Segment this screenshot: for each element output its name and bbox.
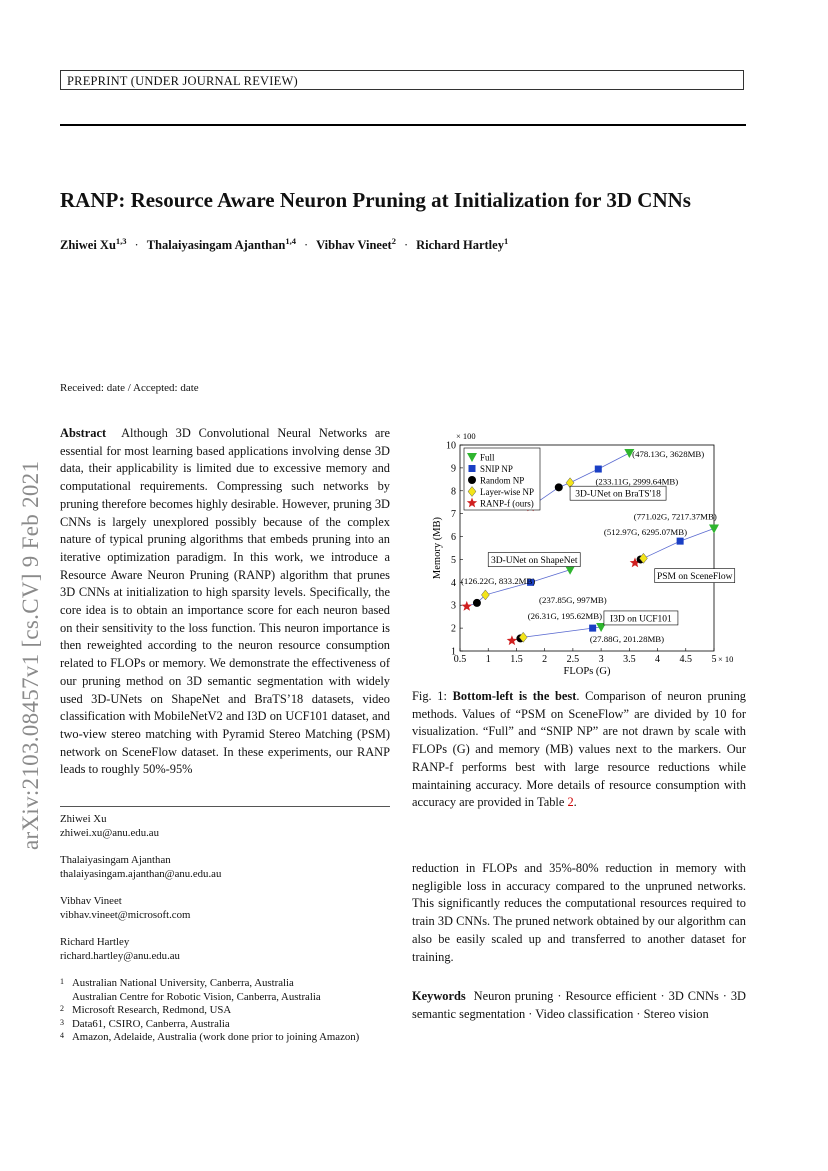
keywords-heading: Keywords	[412, 989, 466, 1003]
x-multiplier: × 10	[718, 654, 734, 664]
figure-caption	[412, 688, 746, 812]
y-tick-label: 1	[451, 646, 456, 658]
legend-entry: Random NP	[480, 475, 525, 486]
value-annotation: (237.85G, 997MB)	[539, 595, 607, 606]
affiliation-text: Australian Centre for Robotic Vision, Canberra, Australia	[72, 990, 321, 1003]
contact-email[interactable]: zhiwei.xu@anu.edu.au	[60, 827, 159, 839]
x-tick-label: 0.5	[453, 654, 467, 665]
y-tick-label: 10	[446, 440, 456, 452]
affiliation-mark: 4	[60, 1031, 64, 1040]
contact-block	[60, 894, 390, 922]
x-tick-label: 3.5	[623, 654, 636, 665]
x-tick-label: 2.5	[566, 654, 580, 665]
contact-block	[60, 812, 390, 840]
value-annotation: (26.31G, 195.62MB)	[527, 611, 603, 622]
contact-name: Vibhav Vineet	[60, 895, 122, 907]
affiliation-mark: 2	[60, 1004, 64, 1013]
affiliation-mark: 1	[60, 977, 64, 986]
affiliation-line	[60, 1018, 410, 1032]
group-label: I3D on UCF101	[610, 614, 672, 625]
affiliation-text: Data61, CSIRO, Canberra, Australia	[72, 1017, 230, 1030]
legend-marker	[468, 476, 476, 484]
legend-entry: RANP-f (ours)	[480, 498, 534, 509]
author-name: Vibhav Vineet	[316, 238, 392, 253]
contact-block	[60, 853, 390, 881]
affiliation-line	[60, 1004, 410, 1018]
y-tick-label: 4	[451, 577, 456, 589]
caption-label: Fig. 1:	[412, 689, 447, 703]
running-header: PREPRINT (UNDER JOURNAL REVIEW)	[60, 70, 744, 90]
y-tick-label: 6	[451, 532, 456, 544]
y-tick-label: 3	[451, 600, 456, 612]
x-tick-label: 4	[655, 654, 661, 665]
affiliation-text: Amazon, Adelaide, Australia (work done prior to joining Amazon)	[72, 1031, 360, 1043]
x-tick-label: 1	[485, 654, 491, 665]
y-tick-label: 5	[451, 554, 456, 566]
pruning-comparison-chart	[412, 425, 746, 683]
arxiv-sidebar	[18, 372, 58, 850]
x-tick-label: 4.5	[679, 654, 693, 665]
author-separator: ·	[403, 238, 409, 253]
value-annotation: (512.97G, 6295.07MB)	[603, 526, 688, 537]
caption-end: .	[573, 795, 577, 810]
affiliations	[60, 977, 410, 1045]
author-affiliation-mark: 1	[503, 236, 509, 246]
caption-text: . Comparison of neuron pruning methods. Values of “PSM on SceneFlow” are divided by 10 for visualization. “Full” and “SNIP NP” are not drawn by scale with FLOPs (G) and memory (MB) values next to the markers. Our RANP-f performs best with large resource reductions while maintaining accuracy. More details of resource consumption with accuracy are provided in Table	[412, 689, 746, 810]
marker-layer-wise-np	[481, 590, 489, 600]
contact-block	[60, 935, 390, 963]
marker-random-np	[555, 483, 563, 491]
y-tick-label: 7	[451, 509, 456, 521]
x-tick-label: 1.5	[510, 654, 523, 665]
author-affiliation-mark: 1,4	[285, 236, 296, 246]
legend-entry: Layer-wise NP	[480, 486, 535, 497]
keywords-text: Neuron pruning · Resource efficient · 3D CNNs · 3D semantic segmentation · Video classification · Stereo vision	[412, 989, 746, 1021]
value-annotation: (233.11G, 2999.64MB)	[595, 476, 679, 487]
group-label: 3D-UNet on BraTS'18	[575, 489, 661, 500]
marker-full	[565, 566, 575, 575]
caption-bold: Bottom-left is the best	[452, 689, 577, 703]
paper-title: RANP: Resource Aware Neuron Pruning at Initialization for 3D CNNs	[60, 188, 691, 212]
y-tick-label: 8	[451, 486, 456, 498]
legend-marker	[469, 465, 476, 472]
legend-entry: Full	[480, 452, 495, 463]
affiliation-mark: 3	[60, 1017, 64, 1027]
table-ref-link[interactable]: 2	[567, 795, 574, 810]
contact-name: Thalaiyasingam Ajanthan	[60, 854, 171, 866]
value-annotation: (27.88G, 201.28MB)	[589, 634, 665, 645]
arxiv-id: arXiv:2103.08457v1 [cs.CV] 9 Feb 2021	[18, 460, 43, 850]
author-name: Zhiwei Xu	[60, 238, 116, 253]
author-name: Richard Hartley	[416, 238, 504, 253]
x-tick-label: 2	[542, 654, 548, 665]
contact-email[interactable]: vibhav.vineet@microsoft.com	[60, 909, 191, 921]
contact-email[interactable]: thalaiyasingam.ajanthan@anu.edu.au	[60, 868, 222, 880]
marker-ranp-f-ours	[462, 601, 473, 611]
x-tick-label: 3	[598, 654, 604, 665]
contact-email[interactable]: richard.hartley@anu.edu.au	[60, 950, 180, 962]
affiliation-mark	[60, 991, 72, 1005]
affiliation-line	[60, 1031, 410, 1045]
affiliation-line	[60, 991, 410, 1005]
received-date: Received: date / Accepted: date	[60, 382, 199, 394]
affiliation-text: Australian National University, Canberra, Australia	[72, 977, 294, 989]
group-label: 3D-UNet on ShapeNet	[490, 556, 578, 567]
y-tick-label: 9	[451, 463, 456, 475]
marker-snip-np	[589, 625, 596, 632]
author-contacts	[60, 812, 390, 976]
abstract-heading: Abstract	[60, 426, 107, 440]
y-tick-label: 2	[451, 623, 456, 635]
y-axis-label: Memory (MB)	[432, 516, 443, 580]
header-rule	[60, 124, 746, 126]
abstract-continuation: reduction in FLOPs and 35%-80% reduction in memory with negligible loss in accuracy compared to the unpruned networks. This significantly reduces the computational resources required to train 3D CNNs. The pruned network obtained by our algorithm can also be easily scaled up and transferred to another dataset for training.	[412, 861, 746, 964]
marker-snip-np	[595, 466, 602, 473]
x-tick-label: 5	[711, 654, 717, 665]
group-label: PSM on SceneFlow	[656, 572, 733, 583]
legend-entry: SNIP NP	[480, 463, 513, 474]
author-list	[60, 236, 780, 253]
figure-1	[412, 425, 746, 683]
marker-full	[709, 525, 719, 534]
affiliation-text: Microsoft Research, Redmond, USA	[72, 1004, 232, 1016]
author-affiliation-mark: 1,3	[115, 236, 127, 246]
value-annotation: (126.22G, 833.2MB)	[461, 576, 536, 587]
author-affiliation-mark: 2	[391, 236, 396, 246]
y-multiplier: × 100	[456, 431, 476, 441]
x-axis-label: FLOPs (G)	[563, 666, 611, 677]
marker-ranp-f-ours	[507, 635, 518, 645]
abstract	[60, 425, 390, 779]
affiliation-line	[60, 977, 410, 991]
abstract-text: Although 3D Convolutional Neural Networks are essential for most learning based applications involving dense 3D data, their applicability is limited due to excessive memory and computational requirements. Compressing such networks by pruning therefore becomes highly desirable. However, pruning 3D CNNs is largely unexplored possibly because of the complex nature of typical pruning algorithms that embeds pruning into an iterative optimization paradigm. In this work, we introduce a Resource Aware Neuron Pruning (RANP) algorithm that prunes 3D CNNs at initialization to high sparsity levels. Specifically, the core idea is to obtain an importance score for each neuron based on their sensitivity to the loss function. This neuron importance is then reweighted according to the neuron resource consumption related to FLOPs or memory. We demonstrate the effectiveness of our pruning method on 3D semantic segmentation with widely used 3D-UNets on ShapeNet and BraTS’18 datasets, video classification with MobileNetV2 and I3D on UCF101 dataset, and two-view stereo matching with Pyramid Stereo Matching (PSM) network on SceneFlow dataset. In these experiments, our RANP leads to roughly 50%-95%	[60, 426, 391, 777]
contact-name: Zhiwei Xu	[60, 813, 107, 825]
footnote-rule	[60, 806, 390, 807]
marker-snip-np	[677, 538, 684, 545]
keywords	[412, 988, 746, 1023]
author-separator: ·	[134, 238, 139, 253]
value-annotation: (478.13G, 3628MB)	[632, 449, 705, 460]
value-annotation: (771.02G, 7217.37MB)	[633, 511, 717, 522]
marker-random-np	[473, 599, 481, 607]
author-name: Thalaiyasingam Ajanthan	[146, 238, 286, 253]
author-separator: ·	[303, 238, 309, 253]
contact-name: Richard Hartley	[60, 936, 130, 948]
